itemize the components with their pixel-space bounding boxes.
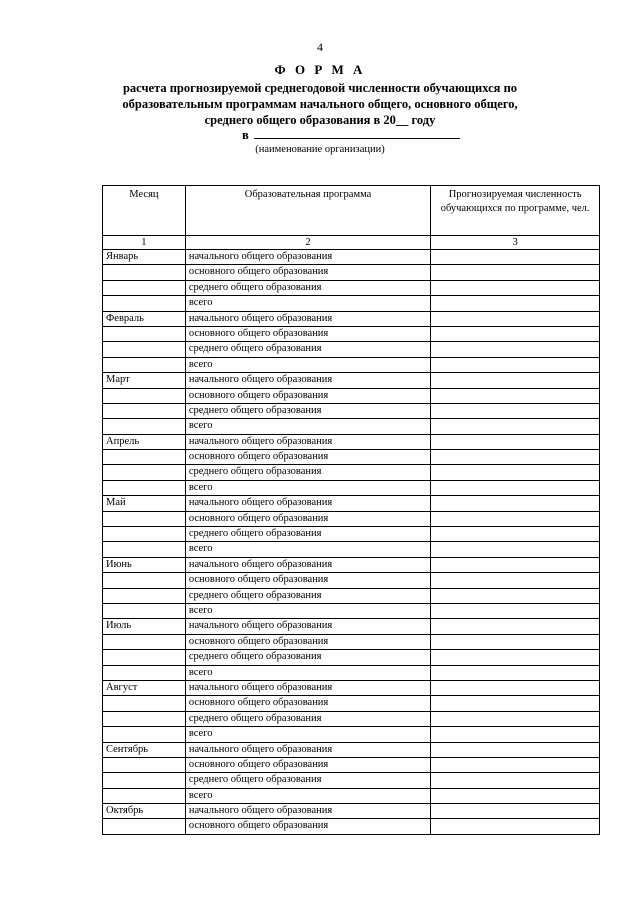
program-cell: всего	[185, 603, 430, 618]
forecast-value-cell[interactable]	[431, 419, 600, 434]
month-cell: Август	[103, 680, 186, 695]
table-row	[103, 665, 600, 680]
forecast-value-cell[interactable]	[431, 311, 600, 326]
table-row	[103, 280, 600, 295]
program-cell: среднего общего образования	[185, 465, 430, 480]
month-cell-empty	[103, 819, 186, 834]
program-cell: всего	[185, 542, 430, 557]
program-cell: всего	[185, 480, 430, 495]
month-cell-empty	[103, 711, 186, 726]
program-cell: среднего общего образования	[185, 403, 430, 418]
table-row	[103, 419, 600, 434]
header-program: Образовательная программа	[185, 186, 430, 236]
table-header-row	[103, 186, 600, 236]
month-cell-empty	[103, 727, 186, 742]
program-cell: среднего общего образования	[185, 527, 430, 542]
program-cell: основного общего образования	[185, 696, 430, 711]
program-cell: основного общего образования	[185, 511, 430, 526]
forecast-value-cell[interactable]	[431, 665, 600, 680]
organization-line	[242, 128, 472, 143]
table-row	[103, 403, 600, 418]
table-row	[103, 342, 600, 357]
month-cell-empty	[103, 603, 186, 618]
month-cell: Июнь	[103, 557, 186, 572]
month-cell-empty	[103, 634, 186, 649]
table-row	[103, 480, 600, 495]
forecast-value-cell[interactable]	[431, 650, 600, 665]
table-row	[103, 634, 600, 649]
organization-prefix: в	[242, 128, 249, 142]
forecast-value-cell[interactable]	[431, 727, 600, 742]
table-row	[103, 265, 600, 280]
program-cell: основного общего образования	[185, 819, 430, 834]
month-cell-empty	[103, 542, 186, 557]
column-number-1: 1	[103, 236, 186, 250]
month-cell: Июль	[103, 619, 186, 634]
forecast-value-cell[interactable]	[431, 403, 600, 418]
table-row	[103, 619, 600, 634]
month-cell-empty	[103, 403, 186, 418]
forecast-value-cell[interactable]	[431, 373, 600, 388]
table-row	[103, 527, 600, 542]
program-cell: среднего общего образования	[185, 650, 430, 665]
month-cell-empty	[103, 696, 186, 711]
column-number-row	[103, 236, 600, 250]
program-cell: среднего общего образования	[185, 588, 430, 603]
month-cell-empty	[103, 326, 186, 341]
forecast-value-cell[interactable]	[431, 557, 600, 572]
program-cell: всего	[185, 296, 430, 311]
forecast-value-cell[interactable]	[431, 588, 600, 603]
month-cell: Октябрь	[103, 804, 186, 819]
month-cell-empty	[103, 342, 186, 357]
table-row	[103, 588, 600, 603]
program-cell: начального общего образования	[185, 250, 430, 265]
program-cell: основного общего образования	[185, 326, 430, 341]
forecast-value-cell[interactable]	[431, 542, 600, 557]
month-cell: Февраль	[103, 311, 186, 326]
page-number: 4	[317, 40, 323, 54]
month-cell-empty	[103, 665, 186, 680]
table-row	[103, 326, 600, 341]
table-row	[103, 742, 600, 757]
forecast-value-cell[interactable]	[431, 603, 600, 618]
program-cell: основного общего образования	[185, 388, 430, 403]
column-number-3: 3	[431, 236, 600, 250]
forecast-value-cell[interactable]	[431, 788, 600, 803]
table-row	[103, 450, 600, 465]
table-row	[103, 680, 600, 695]
program-cell: основного общего образования	[185, 634, 430, 649]
forecast-value-cell[interactable]	[431, 680, 600, 695]
table-row	[103, 373, 600, 388]
month-cell-empty	[103, 357, 186, 372]
table-row	[103, 757, 600, 772]
month-cell: Май	[103, 496, 186, 511]
program-cell: начального общего образования	[185, 373, 430, 388]
organization-blank	[254, 128, 460, 139]
table-row	[103, 727, 600, 742]
month-cell: Апрель	[103, 434, 186, 449]
forecast-value-cell[interactable]	[431, 265, 600, 280]
month-cell-empty	[103, 757, 186, 772]
table-row	[103, 557, 600, 572]
forecast-value-cell[interactable]	[431, 450, 600, 465]
month-cell-empty	[103, 450, 186, 465]
table-body	[103, 250, 600, 835]
program-cell: начального общего образования	[185, 680, 430, 695]
forecast-value-cell[interactable]	[431, 434, 600, 449]
month-cell: Январь	[103, 250, 186, 265]
header-month: Месяц	[103, 186, 186, 236]
header-forecast: Прогнозируемая численность обучающихся по программе, чел.	[431, 186, 600, 236]
program-cell: всего	[185, 357, 430, 372]
program-cell: основного общего образования	[185, 757, 430, 772]
table-row	[103, 250, 600, 265]
table-row	[103, 804, 600, 819]
program-cell: начального общего образования	[185, 742, 430, 757]
month-cell-empty	[103, 588, 186, 603]
table-row	[103, 311, 600, 326]
forecast-value-cell[interactable]	[431, 773, 600, 788]
forecast-value-cell[interactable]	[431, 696, 600, 711]
forecast-value-cell[interactable]	[431, 634, 600, 649]
forecast-value-cell[interactable]	[431, 480, 600, 495]
forecast-value-cell[interactable]	[431, 280, 600, 295]
organization-caption: (наименование организации)	[255, 144, 385, 155]
form-subtitle: расчета прогнозируемой среднегодовой численности обучающихся по образовательным программам начального общего, основного общего, среднего общего образования в 20__ году	[122, 81, 518, 127]
table-row	[103, 388, 600, 403]
month-cell-empty	[103, 296, 186, 311]
forecast-value-cell[interactable]	[431, 742, 600, 757]
forecast-value-cell[interactable]	[431, 388, 600, 403]
forecast-value-cell[interactable]	[431, 250, 600, 265]
forecast-value-cell[interactable]	[431, 465, 600, 480]
program-cell: среднего общего образования	[185, 773, 430, 788]
program-cell: всего	[185, 727, 430, 742]
month-cell-empty	[103, 511, 186, 526]
table-row	[103, 496, 600, 511]
forecast-value-cell[interactable]	[431, 496, 600, 511]
program-cell: среднего общего образования	[185, 711, 430, 726]
month-cell-empty	[103, 573, 186, 588]
table-row	[103, 511, 600, 526]
month-cell-empty	[103, 388, 186, 403]
table-row	[103, 788, 600, 803]
table-row	[103, 650, 600, 665]
program-cell: основного общего образования	[185, 450, 430, 465]
forecast-value-cell[interactable]	[431, 711, 600, 726]
program-cell: начального общего образования	[185, 311, 430, 326]
table-row	[103, 573, 600, 588]
month-cell-empty	[103, 480, 186, 495]
program-cell: начального общего образования	[185, 557, 430, 572]
program-cell: основного общего образования	[185, 573, 430, 588]
table-row	[103, 696, 600, 711]
forecast-value-cell[interactable]	[431, 619, 600, 634]
forecast-table	[102, 185, 600, 835]
program-cell: начального общего образования	[185, 496, 430, 511]
program-cell: всего	[185, 419, 430, 434]
table-row	[103, 434, 600, 449]
month-cell-empty	[103, 465, 186, 480]
forecast-value-cell[interactable]	[431, 804, 600, 819]
table-row	[103, 711, 600, 726]
forecast-value-cell[interactable]	[431, 527, 600, 542]
month-cell-empty	[103, 265, 186, 280]
month-cell-empty	[103, 280, 186, 295]
table-row	[103, 603, 600, 618]
program-cell: среднего общего образования	[185, 280, 430, 295]
forecast-value-cell[interactable]	[431, 757, 600, 772]
month-cell-empty	[103, 788, 186, 803]
program-cell: всего	[185, 788, 430, 803]
table-row	[103, 819, 600, 834]
table-row	[103, 357, 600, 372]
forecast-value-cell[interactable]	[431, 326, 600, 341]
month-cell-empty	[103, 650, 186, 665]
month-cell-empty	[103, 419, 186, 434]
program-cell: начального общего образования	[185, 619, 430, 634]
month-cell: Март	[103, 373, 186, 388]
forecast-value-cell[interactable]	[431, 357, 600, 372]
program-cell: среднего общего образования	[185, 342, 430, 357]
table-row	[103, 542, 600, 557]
month-cell: Сентябрь	[103, 742, 186, 757]
forecast-value-cell[interactable]	[431, 342, 600, 357]
forecast-value-cell[interactable]	[431, 296, 600, 311]
program-cell: всего	[185, 665, 430, 680]
forecast-value-cell[interactable]	[431, 511, 600, 526]
program-cell: основного общего образования	[185, 265, 430, 280]
forecast-value-cell[interactable]	[431, 573, 600, 588]
program-cell: начального общего образования	[185, 804, 430, 819]
forecast-value-cell[interactable]	[431, 819, 600, 834]
month-cell-empty	[103, 773, 186, 788]
table-row	[103, 465, 600, 480]
form-title: Ф О Р М А	[274, 62, 366, 77]
column-number-2: 2	[185, 236, 430, 250]
month-cell-empty	[103, 527, 186, 542]
program-cell: начального общего образования	[185, 434, 430, 449]
table-row	[103, 773, 600, 788]
table-row	[103, 296, 600, 311]
